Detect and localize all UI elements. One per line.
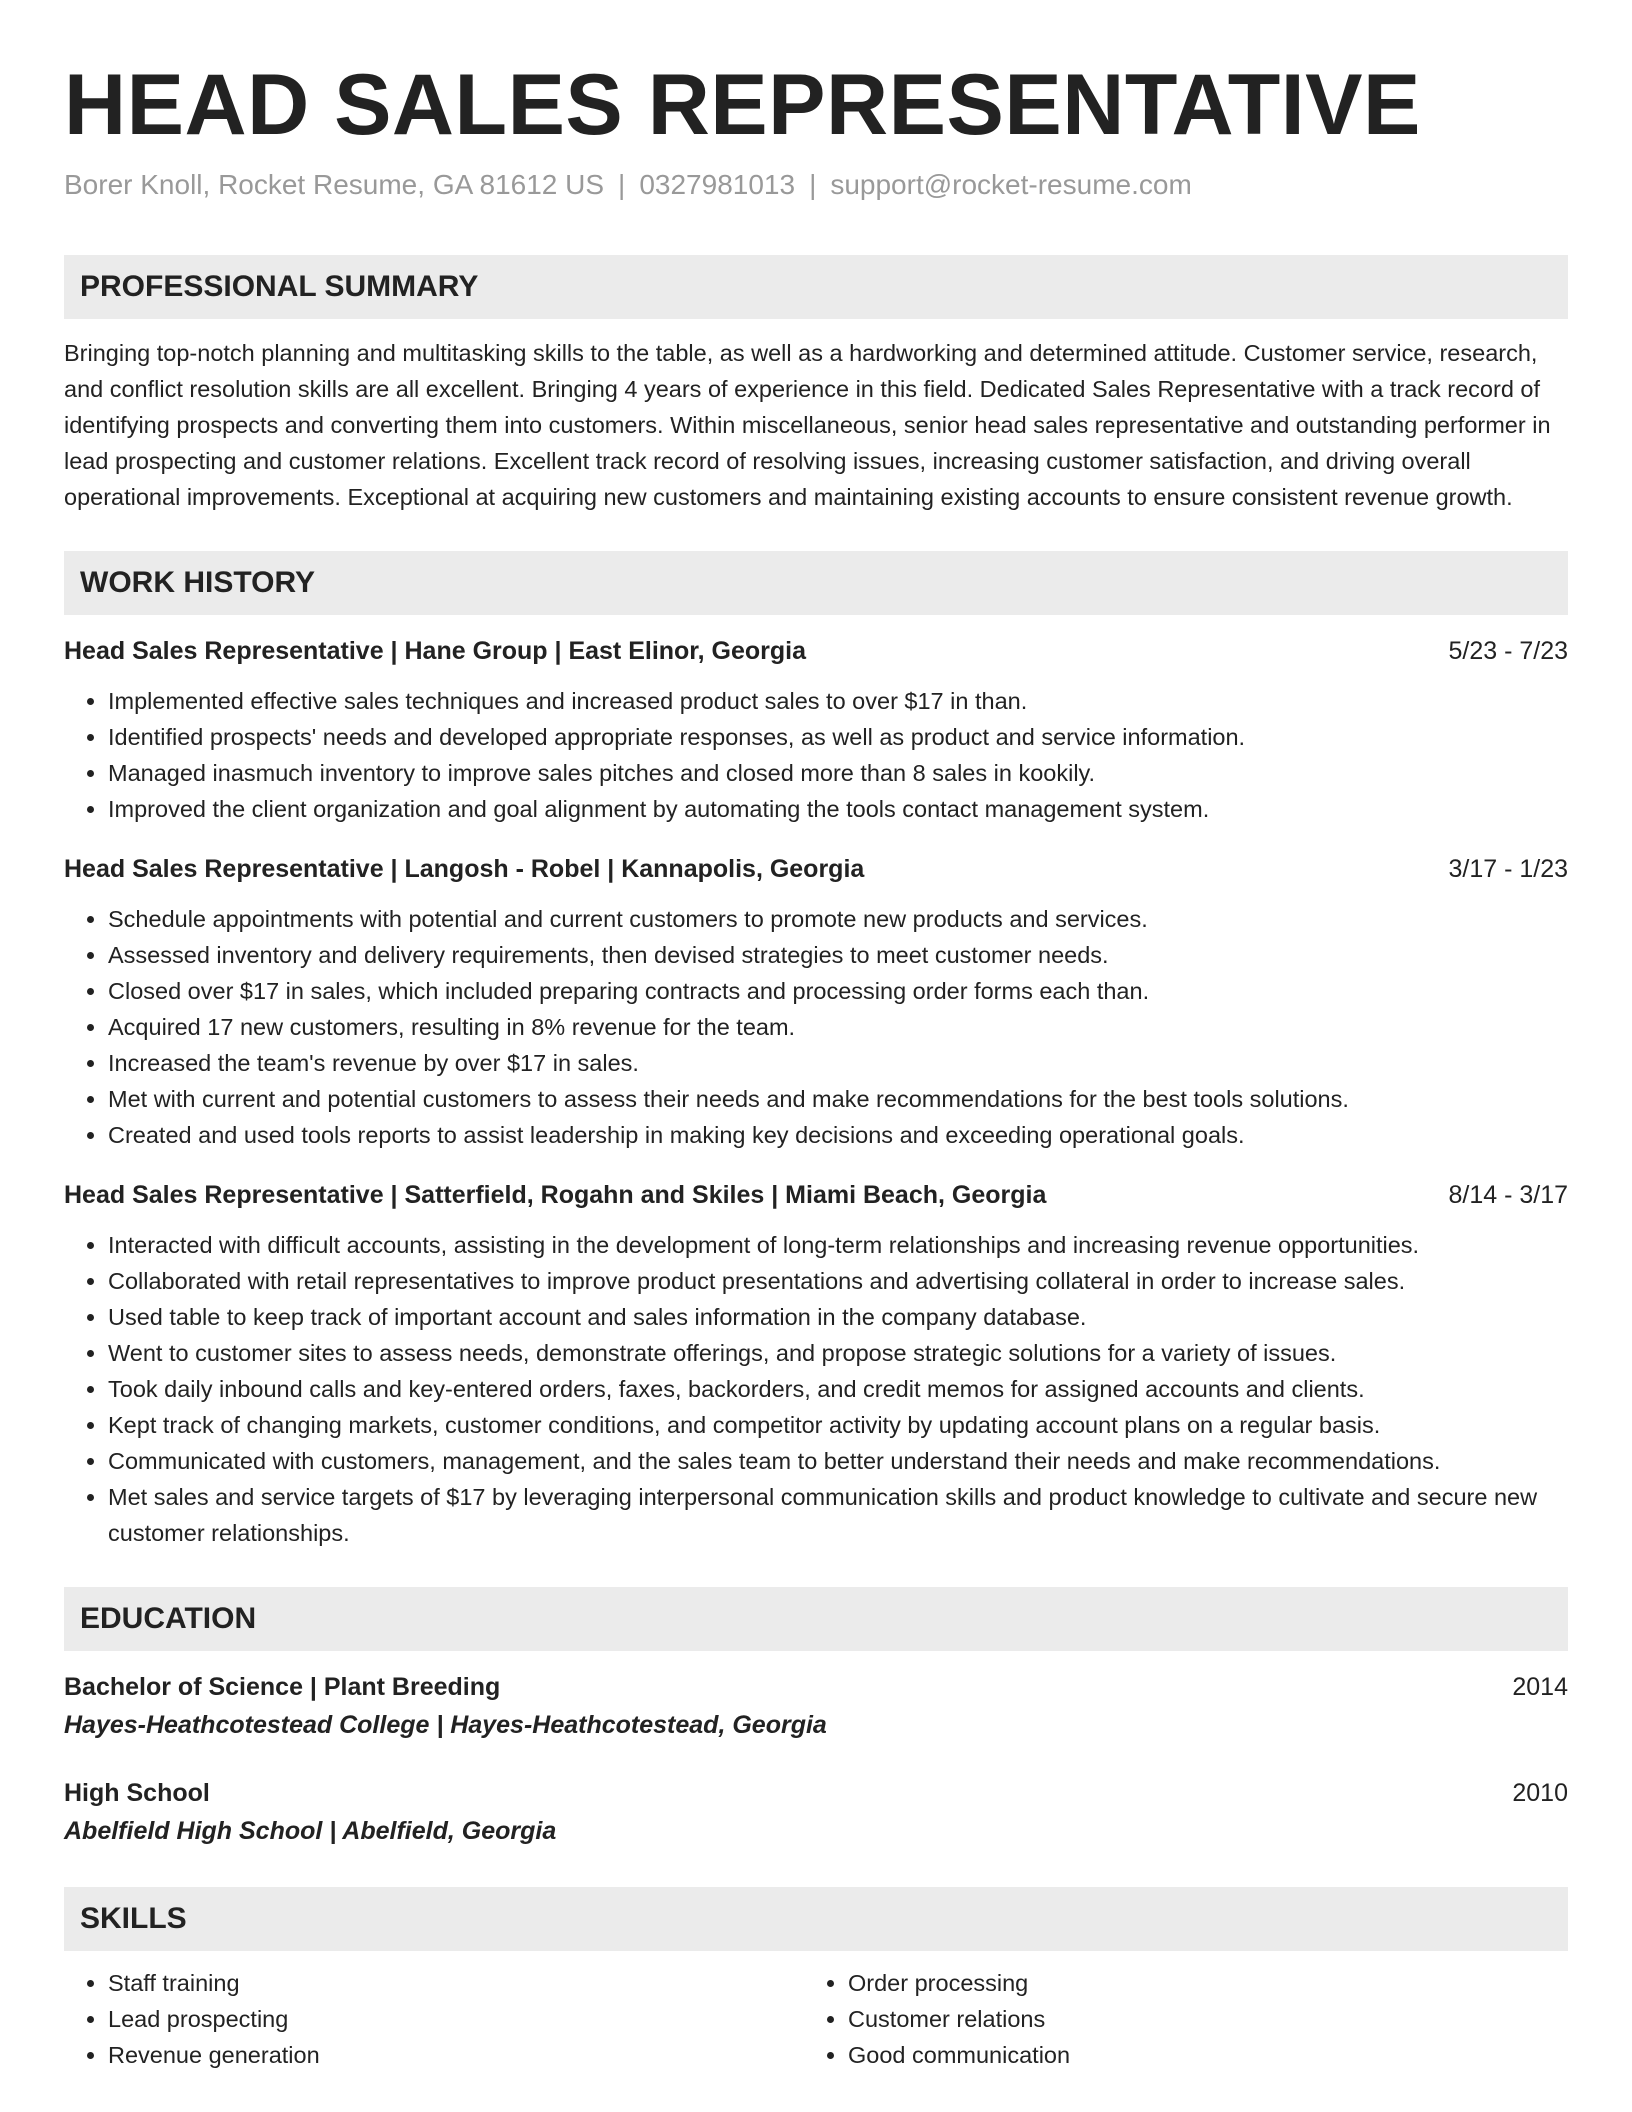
education-degree: Bachelor of Science | Plant Breeding (64, 1672, 501, 1701)
job-bullet: • Increased the team's revenue by over $17 in sales. (108, 1045, 1568, 1081)
section-header-skills: SKILLS (64, 1887, 1568, 1951)
job-bullet: • Communicated with customers, management, and the sales team to better understand their needs and make recommendations. (108, 1443, 1568, 1479)
job-date: 5/23 - 7/23 (1448, 636, 1568, 665)
skills-column-left (64, 1965, 804, 2073)
contact-line (64, 167, 1568, 203)
job-entry (64, 633, 1568, 827)
job-date: 3/17 - 1/23 (1448, 854, 1568, 883)
job-entry (64, 1177, 1568, 1551)
job-bullet: • Met sales and service targets of $17 by leveraging interpersonal communication skills and product knowledge to cultivate and secure new customer relationships. (108, 1479, 1568, 1551)
job-bullet: • Assessed inventory and delivery requirements, then devised strategies to meet customer needs. (108, 937, 1568, 973)
job-bullet: • Used table to keep track of important account and sales information in the company database. (108, 1299, 1568, 1335)
contact-email: support@rocket-resume.com (830, 168, 1192, 200)
skills-list (64, 1965, 1568, 2073)
contact-phone: 0327981013 (639, 168, 796, 200)
section-header-work-history: WORK HISTORY (64, 551, 1568, 615)
skill-item: • Customer relations (848, 2001, 1544, 2037)
job-bullet: • Went to customer sites to assess needs, demonstrate offerings, and propose strategic solutions for a variety of issues. (108, 1335, 1568, 1371)
section-header-summary: PROFESSIONAL SUMMARY (64, 255, 1568, 319)
education-entry (64, 1775, 1568, 1851)
education-degree: High School (64, 1778, 210, 1807)
job-bullet: • Managed inasmuch inventory to improve sales pitches and closed more than 8 sales in kookily. (108, 755, 1568, 791)
job-title: Head Sales Representative | Hane Group | East Elinor, Georgia (64, 636, 807, 665)
job-bullet: • Met with current and potential customers to assess their needs and make recommendations for the best tools solutions. (108, 1081, 1568, 1117)
job-date: 8/14 - 3/17 (1448, 1180, 1568, 1209)
job-bullet: • Kept track of changing markets, customer conditions, and competitor activity by updating account plans on a regular basis. (108, 1407, 1568, 1443)
job-header (64, 851, 1568, 887)
education-school: Hayes-Heathcotestead College | Hayes-Heathcotestead, Georgia (64, 1710, 827, 1739)
job-bullet: • Collaborated with retail representatives to improve product presentations and advertising collateral in order to increase sales. (108, 1263, 1568, 1299)
skill-item: • Order processing (848, 1965, 1544, 2001)
job-bullets (64, 683, 1568, 827)
job-header (64, 1177, 1568, 1213)
job-title: Head Sales Representative | Langosh - Robel | Kannapolis, Georgia (64, 854, 865, 883)
contact-address: Borer Knoll, Rocket Resume, GA 81612 US (64, 168, 605, 200)
education-header (64, 1669, 1568, 1705)
education-entry (64, 1669, 1568, 1745)
job-bullet: • Interacted with difficult accounts, assisting in the development of long-term relationships and increasing revenue opportunities. (108, 1227, 1568, 1263)
contact-separator: | (618, 168, 626, 200)
job-bullet: • Identified prospects' needs and developed appropriate responses, as well as product and service information. (108, 719, 1568, 755)
job-title: Head Sales Representative | Satterfield, Rogahn and Skiles | Miami Beach, Georgia (64, 1180, 1047, 1209)
summary-text: Bringing top-notch planning and multitasking skills to the table, as well as a hardworking and determined attitude. Customer service, research, and conflict resolution skills are all excellent. Bringing 4 years of experience in this field. Dedicated Sales Representative with a track record of identifying prospects and converting them into customers. Within miscellaneous, senior head sales representative and outstanding performer in lead prospecting and customer relations. Excellent track record of resolving issues, increasing customer satisfaction, and driving overall operational improvements. Exceptional at acquiring new customers and maintaining existing accounts to ensure consistent revenue growth. (64, 339, 1551, 510)
job-entry (64, 851, 1568, 1153)
job-bullets (64, 1227, 1568, 1551)
job-bullet: • Took daily inbound calls and key-entered orders, faxes, backorders, and credit memos for assigned accounts and clients. (108, 1371, 1568, 1407)
section-header-education: EDUCATION (64, 1587, 1568, 1651)
job-header (64, 633, 1568, 669)
education-school: Abelfield High School | Abelfield, Georgia (64, 1816, 557, 1845)
skill-item: • Revenue generation (108, 2037, 804, 2073)
education-header (64, 1775, 1568, 1811)
skills-column-right (804, 1965, 1544, 2073)
skill-item: • Lead prospecting (108, 2001, 804, 2037)
job-bullet: • Implemented effective sales techniques and increased product sales to over $17 in than. (108, 683, 1568, 719)
education-year: 2014 (1512, 1672, 1568, 1701)
job-bullet: • Schedule appointments with potential and current customers to promote new products and services. (108, 901, 1568, 937)
skill-item: • Staff training (108, 1965, 804, 2001)
resume-name: HEAD SALES REPRESENTATIVE (64, 57, 1421, 153)
job-bullets (64, 901, 1568, 1153)
job-bullet: • Created and used tools reports to assist leadership in making key decisions and exceeding operational goals. (108, 1117, 1568, 1153)
skill-item: • Good communication (848, 2037, 1544, 2073)
education-year: 2010 (1512, 1778, 1568, 1807)
contact-separator: | (809, 168, 817, 200)
job-bullet: • Improved the client organization and goal alignment by automating the tools contact management system. (108, 791, 1568, 827)
job-bullet: • Closed over $17 in sales, which included preparing contracts and processing order forms each than. (108, 973, 1568, 1009)
job-bullet: • Acquired 17 new customers, resulting in 8% revenue for the team. (108, 1009, 1568, 1045)
